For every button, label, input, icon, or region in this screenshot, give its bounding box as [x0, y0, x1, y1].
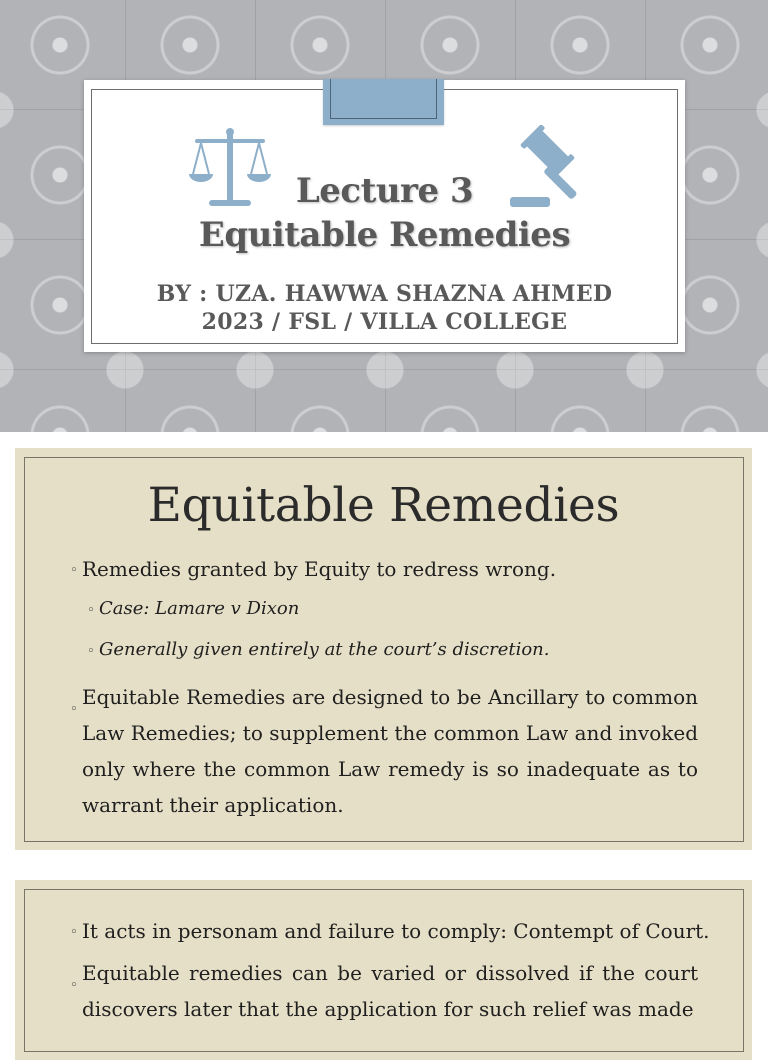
bullet-marker: ◦ — [87, 603, 95, 618]
slide-heading: Equitable Remedies — [147, 478, 620, 533]
bullet-text: Remedies granted by Equity to redress wrong. — [82, 557, 557, 581]
bullet-text: Equitable remedies can be varied or dissolved if the court discovers later that the application for such relief was made — [82, 961, 698, 1021]
bullet-item — [70, 679, 698, 823]
bullet-marker: ◦ — [70, 563, 78, 578]
content-slide-equitable-remedies — [15, 448, 752, 850]
sub-bullet-item — [87, 598, 707, 619]
bullet-marker: ◦ — [70, 925, 78, 940]
gavel-icon — [508, 125, 592, 211]
bullet-marker: ◦ — [70, 702, 78, 717]
lecture-subject-title: Equitable Remedies — [198, 215, 571, 255]
bullet-item — [70, 955, 698, 1027]
bullet-text: It acts in personam and failure to comply: Contempt of Court. — [82, 919, 710, 943]
bullet-text: Equitable Remedies are designed to be Ancillary to common Law Remedies; to supplement the common Law and invoked only where the common Law remedy is so inadequate as to warrant their application. — [82, 685, 698, 817]
bullet-item — [70, 557, 710, 581]
bullet-marker: ◦ — [87, 644, 95, 659]
sub-bullet-text: Generally given entirely at the court’s discretion. — [99, 639, 550, 660]
lecture-title: Lecture 3 — [295, 171, 474, 211]
sub-bullet-item — [87, 639, 707, 660]
title-slide — [0, 0, 768, 432]
content-slide-continued — [15, 880, 752, 1060]
course-line: 2023 / FSL / VILLA COLLEGE — [201, 309, 568, 335]
bullet-marker: ◦ — [70, 978, 78, 993]
title-card — [84, 80, 685, 352]
author-line: BY : UZA. HAWWA SHAZNA AHMED — [156, 281, 613, 307]
bullet-item — [70, 919, 710, 943]
sub-bullet-text: Case: Lamare v Dixon — [99, 598, 300, 619]
title-tab-decoration — [323, 79, 444, 125]
